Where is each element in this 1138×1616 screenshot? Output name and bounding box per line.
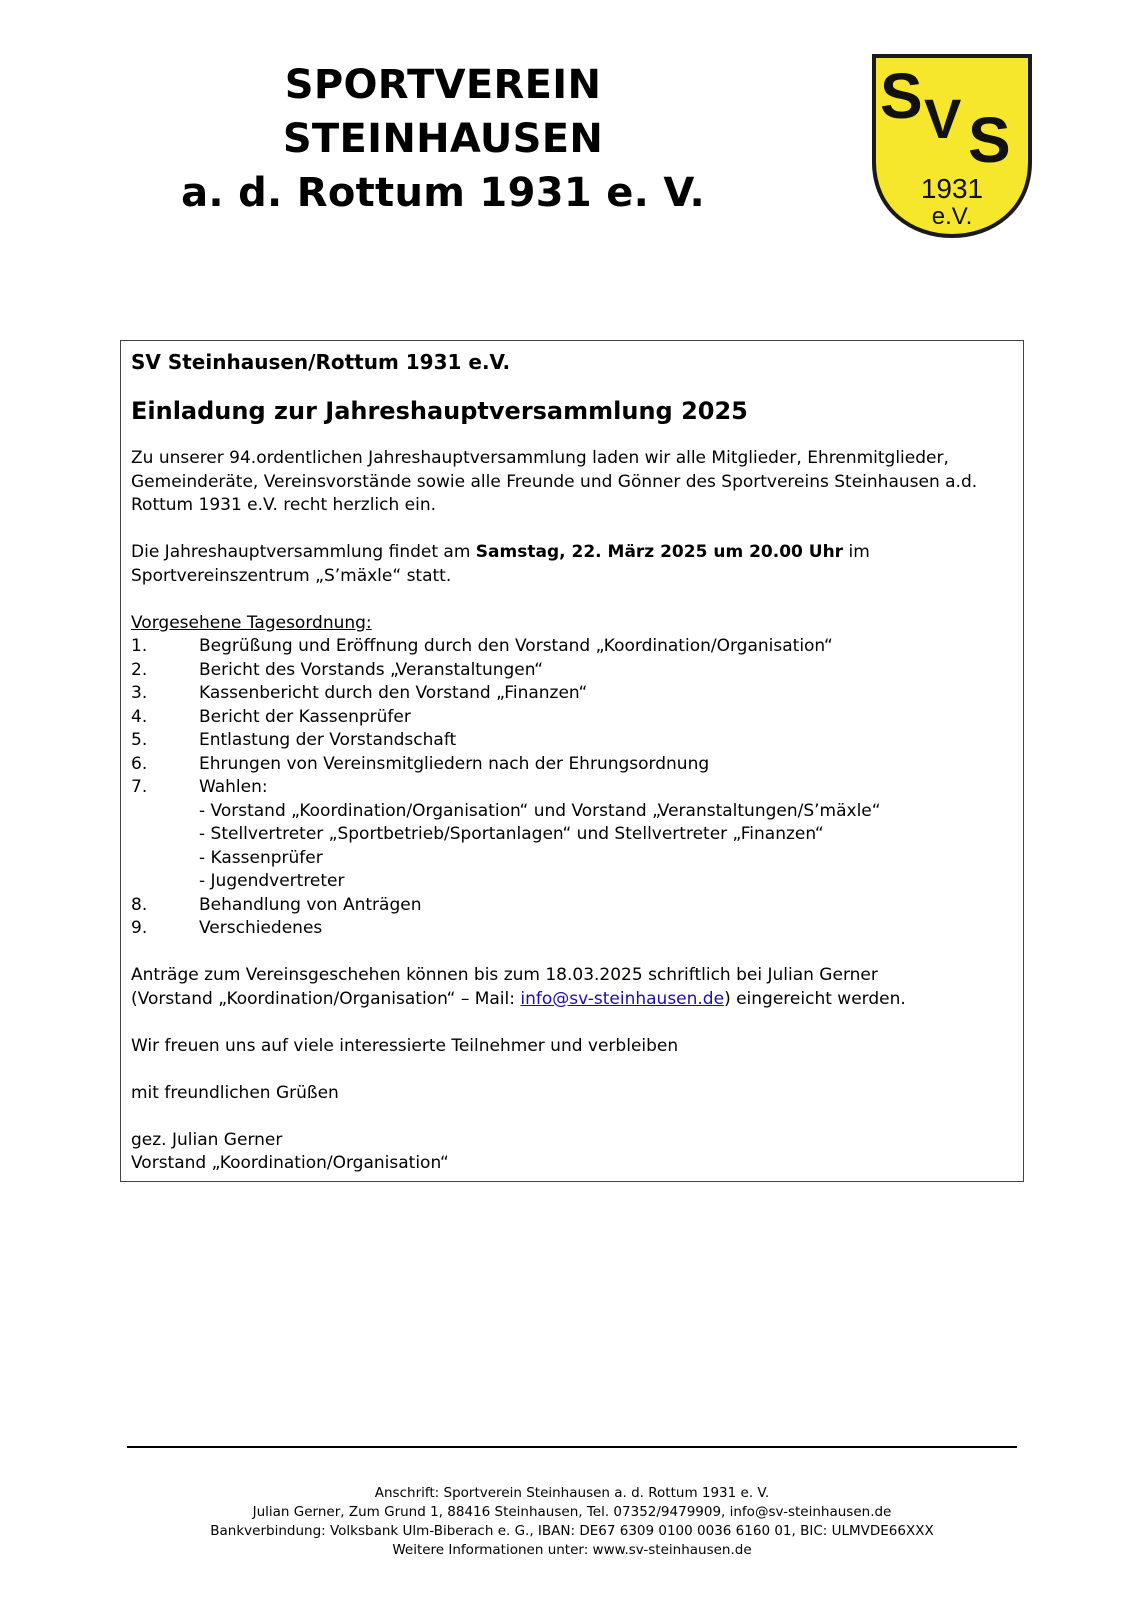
agenda-num: 4.	[131, 706, 148, 727]
agenda-num: 1.	[131, 636, 148, 656]
election-item: - Vorstand „Koordination/Organisation“ und Vorstand „Veranstaltungen/S’mäxle“	[199, 800, 881, 821]
agenda-text: Wahlen:	[199, 777, 268, 797]
motions-line-2-post: ) eingereicht werden.	[724, 988, 906, 1009]
footer	[127, 1484, 1017, 1560]
agenda-num: 8.	[131, 894, 148, 915]
agenda-list	[131, 635, 1013, 941]
agenda-item	[131, 706, 1013, 730]
motions-paragraph	[131, 964, 1013, 1011]
agenda-item	[131, 635, 1013, 659]
title-line-1: SPORTVEREIN STEINHAUSEN	[282, 62, 604, 162]
agenda-num: 5.	[131, 730, 148, 750]
agenda-text: Verschiedenes	[199, 918, 323, 938]
logo-suffix: e.V.	[931, 203, 973, 230]
logo-year: 1931	[920, 173, 984, 204]
agenda-num: 2.	[131, 659, 148, 680]
agenda-item	[131, 917, 1013, 941]
date-pre: Die Jahreshauptversammlung findet am	[131, 542, 476, 562]
agenda-item	[131, 729, 1013, 753]
agenda-text: Entlastung der Vorstandschaft	[199, 730, 457, 750]
agenda-text: Begrüßung und Eröffnung durch den Vorstand „Koordination/Organisation“	[199, 636, 833, 656]
date-post: im Sportvereinszentrum „S’mäxle“ statt.	[131, 542, 870, 586]
agenda-item	[131, 894, 1013, 918]
logo-letter-s1: S	[880, 60, 923, 132]
signature-name: gez. Julian Gerner	[131, 1129, 283, 1150]
closing-text: Wir freuen uns auf viele interessierte Teilnehmer und verbleiben	[131, 1035, 679, 1056]
footer-address: Anschrift: Sportverein Steinhausen a. d. Rottum 1931 e. V.	[374, 1485, 770, 1501]
agenda-text: Ehrungen von Vereinsmitgliedern nach der Ehrungsordnung	[199, 753, 710, 774]
agenda-text: Bericht des Vorstands „Veranstaltungen“	[199, 659, 544, 680]
logo-letter-s2: S	[968, 104, 1011, 176]
page-title	[118, 58, 768, 220]
agenda-num: 3.	[131, 683, 148, 703]
agenda-title: Vorgesehene Tagesordnung:	[131, 612, 372, 633]
motions-line-2-pre: (Vorstand „Koordination/Organisation“ – Mail:	[131, 988, 521, 1009]
agenda-text: Bericht der Kassenprüfer	[199, 706, 411, 727]
agenda-item	[131, 753, 1013, 777]
motions-line-1: Anträge zum Vereinsgeschehen können bis zum 18.03.2025 schriftlich bei Julian Gerner	[131, 965, 878, 985]
date-paragraph	[131, 541, 1013, 588]
email-link[interactable]: info@sv-steinhausen.de	[520, 988, 725, 1009]
election-item: - Stellvertreter „Sportbetrieb/Sportanlagen“ und Stellvertreter „Finanzen“	[199, 824, 824, 844]
greeting-text: mit freundlichen Grüßen	[131, 1082, 339, 1103]
agenda-text: Behandlung von Anträgen	[199, 894, 422, 915]
agenda-item	[131, 682, 1013, 706]
agenda-text: Kassenbericht durch den Vorstand „Finanzen“	[199, 683, 588, 703]
election-item: - Jugendvertreter	[199, 871, 345, 891]
title-line-2: a. d. Rottum 1931 e. V.	[181, 170, 705, 216]
logo-letter-v: V	[924, 87, 962, 150]
agenda-item	[131, 776, 1013, 800]
club-name: SV Steinhausen/Rottum 1931 e.V.	[131, 350, 511, 374]
meeting-date: Samstag, 22. März 2025 um 20.00 Uhr	[475, 542, 844, 562]
signature-role: Vorstand „Koordination/Organisation“	[131, 1153, 449, 1173]
agenda-num: 7.	[131, 777, 148, 797]
invitation-heading: Einladung zur Jahreshauptversammlung 2025	[131, 397, 748, 425]
footer-bank: Bankverbindung: Volksbank Ulm-Biberach e. G., IBAN: DE67 6309 0100 0036 6160 01, BIC: ULMVDE66XXX	[210, 1523, 934, 1539]
election-item: - Kassenprüfer	[199, 847, 323, 868]
agenda-num: 9.	[131, 918, 148, 938]
footer-divider	[127, 1446, 1017, 1448]
club-logo	[870, 52, 1034, 240]
intro-paragraph: Zu unserer 94.ordentlichen Jahreshauptversammlung laden wir alle Mitglieder, Ehrenmitglieder, Gemeinderäte, Vereinsvorstände sowie alle Freunde und Gönner des Sportvereins Steinhausen a.d. Rottum 1931 e.V. recht herzlich ein.	[131, 448, 978, 515]
footer-website: Weitere Informationen unter: www.sv-steinhausen.de	[392, 1542, 752, 1558]
agenda-num: 6.	[131, 753, 148, 774]
footer-contact: Julian Gerner, Zum Grund 1, 88416 Steinhausen, Tel. 07352/9479909, info@sv-steinhausen.de	[252, 1504, 892, 1520]
agenda-item	[131, 659, 1013, 683]
invitation-box	[120, 340, 1024, 1182]
